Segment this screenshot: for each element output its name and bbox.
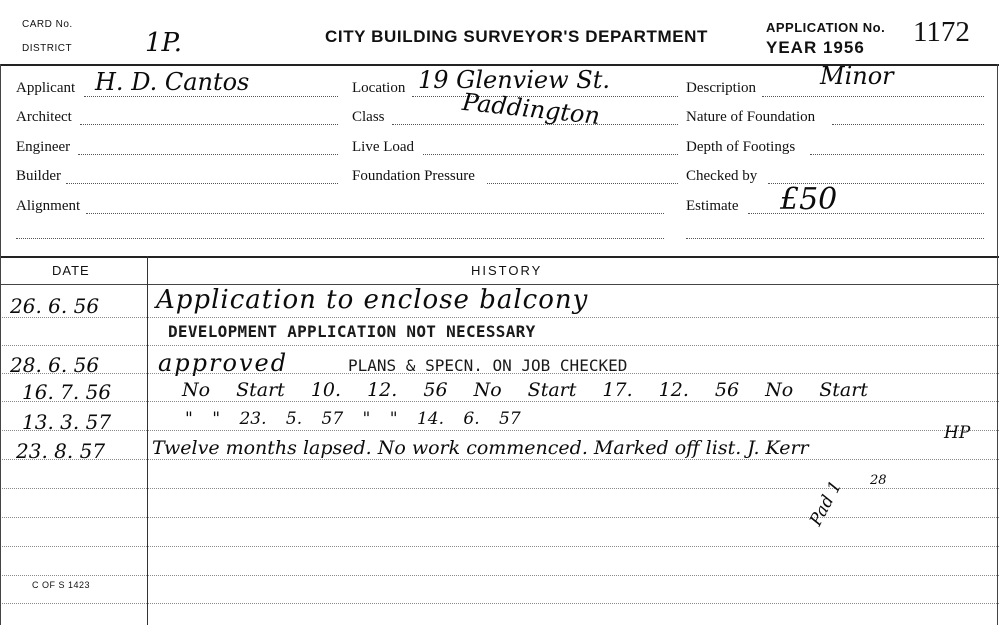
rule-line: [0, 401, 999, 402]
foundation-pressure-label: Foundation Pressure: [352, 168, 475, 184]
applicant-value: H. D. Cantos: [95, 68, 250, 96]
date-column-header: DATE: [52, 263, 90, 278]
rule-line: [0, 345, 999, 346]
history-top-border: [0, 256, 999, 258]
description-label: Description: [686, 80, 756, 96]
engineer-line: [78, 154, 338, 155]
builder-label: Builder: [16, 168, 61, 184]
rule-line: [0, 459, 999, 460]
history-entry: Twelve months lapsed. No work commenced. Marked off list. J. Kerr: [152, 437, 809, 459]
rule-line: [0, 488, 999, 489]
rule-line: [0, 317, 999, 318]
history-column-header: HISTORY: [471, 263, 543, 278]
checked-by-label: Checked by: [686, 168, 758, 184]
date-column-divider: [147, 256, 148, 625]
description-line: [762, 96, 984, 97]
history-entry: No Start 10. 12. 56 No Start 17. 12. 56 No Start: [182, 379, 868, 401]
history-date: 13. 3. 57: [22, 410, 112, 434]
applicant-line: [84, 96, 338, 97]
left-frame: [0, 64, 1, 625]
application-no-label: APPLICATION No.: [766, 20, 886, 35]
history-date: 26. 6. 56: [10, 294, 100, 318]
depth-of-footings-label: Depth of Footings: [686, 139, 796, 155]
form-code: C OF S 1423: [32, 580, 91, 590]
year-label: YEAR 1956: [766, 38, 865, 57]
live-load-label: Live Load: [352, 139, 415, 155]
note-28: 28: [870, 473, 887, 488]
location-value: 19 Glenview St.: [418, 66, 610, 94]
nature-of-foundation-label: Nature of Foundation: [686, 109, 816, 125]
rule-line: [0, 430, 999, 431]
applicant-label: Applicant: [16, 80, 76, 96]
history-date: 23. 8. 57: [16, 439, 106, 463]
rule-line: [0, 575, 999, 576]
rule-line: [0, 546, 999, 547]
blank-line-right: [686, 238, 984, 239]
history-entry: Application to enclose balcony: [156, 285, 589, 315]
application-no-value: 1172: [913, 16, 970, 48]
history-date: 16. 7. 56: [22, 380, 112, 404]
foundation-pressure-line: [487, 183, 678, 184]
history-entry: approved: [158, 349, 289, 377]
history-entry: " " 23. 5. 57 " " 14. 6. 57: [185, 409, 521, 429]
estimate-label: Estimate: [686, 198, 739, 214]
description-value: Minor: [820, 62, 894, 90]
history-stamp: DEVELOPMENT APPLICATION NOT NECESSARY: [168, 322, 536, 341]
alignment-line: [86, 213, 664, 214]
card-no-label: CARD No.: [22, 19, 73, 30]
margin-note: Pad 1: [806, 477, 847, 530]
department-title: CITY BUILDING SURVEYOR'S DEPARTMENT: [325, 27, 709, 46]
history-date: 28. 6. 56: [10, 353, 100, 377]
class-line: [392, 124, 678, 125]
blank-line-left: [16, 238, 664, 239]
right-frame: [997, 64, 998, 625]
engineer-label: Engineer: [16, 139, 71, 155]
class-label: Class: [352, 109, 385, 125]
architect-line: [80, 124, 338, 125]
rule-line: [0, 517, 999, 518]
estimate-value: £50: [780, 182, 838, 217]
nature-of-foundation-line: [832, 124, 984, 125]
architect-label: Architect: [16, 109, 72, 125]
history-stamp: PLANS & SPECN. ON JOB CHECKED: [348, 356, 628, 375]
alignment-label: Alignment: [16, 198, 81, 214]
live-load-line: [423, 154, 678, 155]
district-label: DISTRICT: [22, 43, 73, 54]
builder-line: [66, 183, 338, 184]
location-label: Location: [352, 80, 406, 96]
depth-of-footings-line: [810, 154, 984, 155]
district-value: 1P.: [145, 28, 183, 58]
initials: HP: [944, 423, 971, 443]
rule-line: [0, 603, 999, 604]
class-value: Paddington: [460, 87, 602, 131]
